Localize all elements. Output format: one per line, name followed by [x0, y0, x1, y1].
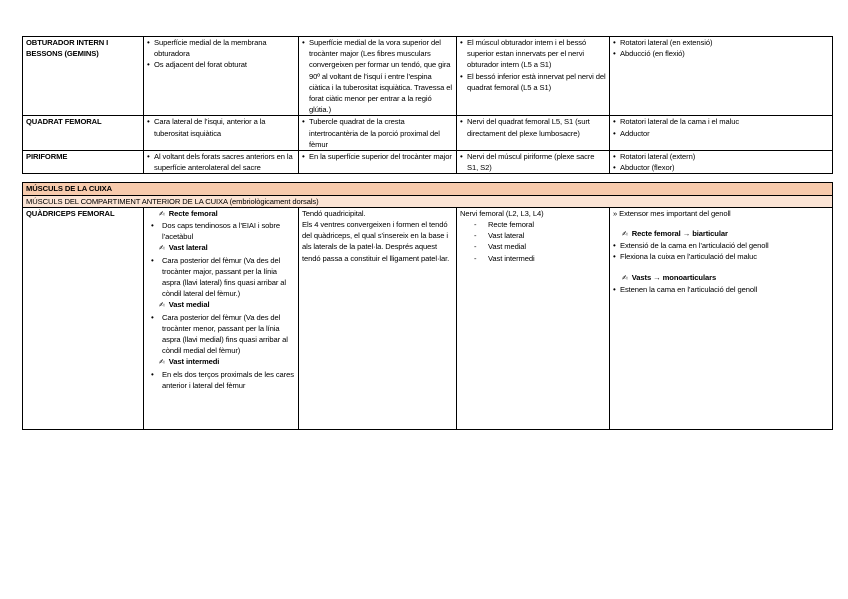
function-head: Recte femoral → biarticular [631, 229, 728, 239]
innervation-cell [457, 207, 610, 429]
list-item: • Rotatori lateral (en extensió) [613, 37, 829, 48]
insertion-title: Tendó quadricipital. [302, 208, 366, 218]
function-cell [610, 207, 833, 429]
list-item: • El bessó inferior està innervat pel nervi del quadrat femoral (L5 a S1) [460, 71, 606, 93]
list-item: • Superfície medial de la vora superior del trocànter major (Les fibres musculars convergeixen per formar un tendó, que gira 90º al voltant de l’isquí i entre l’espina ciàtica i la tuberositat isquiàtica. Travessa el forat ciàtic menor per entrar a la regió glútia.) [302, 37, 453, 115]
innervation-cell [457, 37, 610, 116]
muscle-name: QUÀDRICEPS FEMORAL [23, 207, 144, 429]
function-cell [610, 151, 833, 174]
list-item: • Rotatori lateral (extern) [613, 151, 829, 162]
table-row [23, 37, 833, 116]
table-row [23, 207, 833, 429]
head-label: Vast lateral [168, 243, 208, 253]
list-item: • Dos caps tendinosos a l’EIAI i sobre l’acetàbul [149, 220, 295, 242]
origin-cell [144, 116, 299, 151]
table-row [23, 151, 833, 174]
muscle-name: PIRIFORME [23, 151, 144, 174]
list-item: • Abductor (flexor) [613, 162, 829, 173]
insertion-cell [299, 207, 457, 429]
head-label: Vast medial [168, 300, 210, 310]
list-item: • Adductor [613, 128, 829, 139]
list-item: • Al voltant dels forats sacres anteriors en la superfície anterolateral del sacre [147, 151, 295, 173]
pointing-hand-icon: ✍ [622, 274, 628, 282]
subsection-title: MÚSCULS DEL COMPARTIMENT ANTERIOR DE LA CUIXA (embriològicament dorsals) [23, 195, 833, 207]
head-label: Vast intermedi [168, 357, 220, 367]
table-row [23, 116, 833, 151]
list-item: - Vast intermedi [474, 253, 606, 264]
list-item: • Os adjacent del forat obturat [147, 59, 295, 70]
pointing-hand-icon: ✍ [159, 302, 165, 310]
list-item: • Tubercle quadrat de la cresta intertrocantèria de la porció proximal del fèmur [302, 116, 453, 150]
innervation-cell [457, 116, 610, 151]
origin-cell [144, 37, 299, 116]
pointing-hand-icon: ✍ [159, 359, 165, 367]
pointing-hand-icon: ✍ [159, 210, 165, 218]
insertion-cell [299, 116, 457, 151]
subsection-header [23, 195, 833, 207]
function-lead: » Extensor mes important del genoll [613, 208, 731, 218]
list-item: • Cara posterior del fèmur (Va des del trocànter menor, passant per la línia aspra (llavi medial) fins quasi arribar al còndil medial del fèmur) [149, 312, 295, 357]
innervation-cell [457, 151, 610, 174]
muscle-name: OBTURADOR INTERN I BESSONS (GEMINS) [23, 37, 144, 116]
muscle-table [22, 36, 833, 430]
list-item: • Flexiona la cuixa en l’articulació del maluc [613, 251, 829, 262]
insertion-text: Els 4 ventres convergeixen i formen el tendó del quàdriceps, el qual s’insereix en la base i als laterals de la patel·la. Després aquest tendó passa a constituir el lligament patel·lar. [302, 220, 450, 263]
origin-cell [144, 151, 299, 174]
pointing-hand-icon: ✍ [622, 231, 628, 239]
list-item: • En els dos terços proximals de les cares anterior i lateral del fèmur [149, 369, 295, 391]
insertion-cell [299, 37, 457, 116]
origin-cell [144, 207, 299, 429]
head-label: Recte femoral [168, 208, 218, 218]
list-item: • Nervi del quadrat femoral L5, S1 (surt directament del plexe lumbosacre) [460, 116, 606, 138]
spacer-row [23, 174, 833, 183]
innervation-title: Nervi femoral (L2, L3, L4) [460, 208, 544, 218]
list-item: • En la superfície superior del trocànter major [302, 151, 453, 162]
function-cell [610, 116, 833, 151]
function-head: Vasts → monoarticulars [631, 272, 717, 282]
list-item: • Abducció (en flexió) [613, 48, 829, 59]
list-item: • Cara lateral de l’isqui, anterior a la tuberositat isquiàtica [147, 116, 295, 138]
insertion-cell [299, 151, 457, 174]
section-title: MÚSCULS DE LA CUIXA [23, 183, 833, 195]
muscle-name: QUADRAT FEMORAL [23, 116, 144, 151]
list-item: - Vast lateral [474, 230, 606, 241]
pointing-hand-icon: ✍ [159, 245, 165, 253]
list-item: • Cara posterior del fèmur (Va des del trocànter major, passant per la línia aspra (llavi lateral) fins quasi arribar al còndil lateral del fèmur.) [149, 255, 295, 300]
section-header [23, 183, 833, 195]
list-item: • Estenen la cama en l’articulació del genoll [613, 284, 829, 295]
list-item: • El múscul obturador intern i el bessó superior estan innervats per el nervi obturador intern (L5 a S1) [460, 37, 606, 71]
list-item: - Recte femoral [474, 219, 606, 230]
list-item: • Extensió de la cama en l’articulació del genoll [613, 240, 829, 251]
list-item: • Superfície medial de la membrana obturadora [147, 37, 295, 59]
list-item: • Nervi del múscul piriforme (plexe sacre S1, S2) [460, 151, 606, 173]
function-cell [610, 37, 833, 116]
list-item: - Vast medial [474, 241, 606, 252]
list-item: • Rotatori lateral de la cama i el maluc [613, 116, 829, 127]
